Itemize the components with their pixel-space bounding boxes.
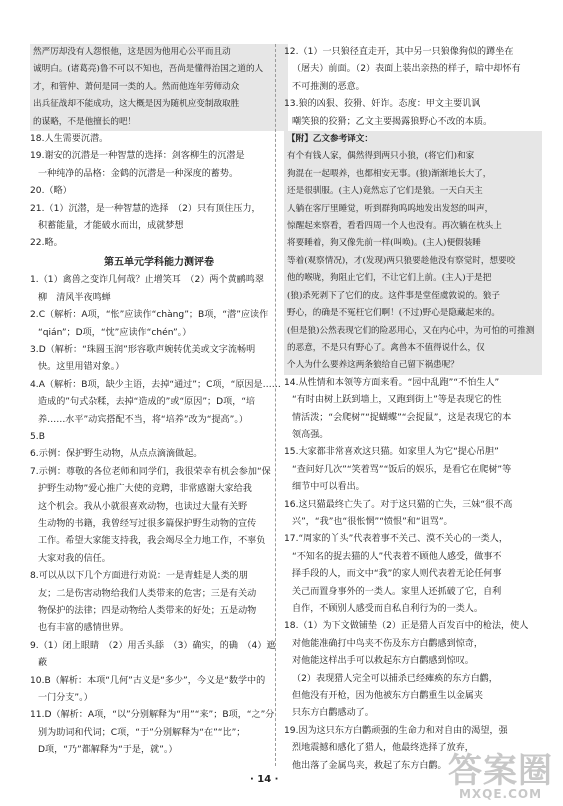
answer-line [30, 638, 288, 655]
answer-line [30, 218, 288, 235]
answer-line [30, 166, 288, 183]
answer-text: 物保护的法律；四是动物给人类带来的好处；五是动物 [38, 606, 257, 616]
text-line: (狼)杀死剥下了它们的皮。这件事是堂侄虞敦说的。狼子 [287, 290, 500, 301]
answer-line [30, 429, 288, 446]
answer-number: 13. [284, 99, 299, 110]
answer-text: 对他能这样出手可以救起东方白鹳感到惊叹。 [292, 656, 474, 667]
answer-text: “qián”；D项，“忱”应读作“chén”。） [38, 327, 192, 338]
answer-text: （1）闭上眼睛 （2）用舌头舔 （3）确实，的确 （4）遮 [38, 640, 276, 651]
answer-line [30, 325, 288, 342]
answer-number: 22. [30, 238, 45, 249]
answer-text: “不知名的捉去猫的人”代表着不顾他人感受，做事不 [292, 551, 502, 562]
answer-text: 别为助词和代词；C项，“于”分别解释为“在”“比”； [38, 727, 246, 738]
text-line: 人躺在客厅里睡觉，听到群狗呜呜地发出发怒的叫声， [287, 203, 494, 214]
answer-line [284, 96, 542, 113]
answer-text: （1）沉潜，是一种智慧的选择 （2）只有顶住压力， [44, 203, 261, 214]
answer-text: B（解析：本项“几何”古义是“多少”，今义是“数学中的 [44, 675, 266, 686]
answer-text: D（解析：A项，“以”分别解释为“用”“来”；B项，“之”分 [44, 710, 275, 721]
answer-line [284, 723, 542, 740]
answer-number: 9. [30, 640, 39, 651]
answer-text: D项，“乃”都解释为“于是，就”。） [38, 745, 178, 756]
answer-line [30, 307, 288, 324]
answer-line [284, 79, 542, 96]
answer-text: 养……水平”动宾搭配不当，将“培养”改为“提高”。） [38, 414, 248, 425]
answer-text: 柳 清风半夜鸣蝉 [38, 292, 111, 303]
answer-text: （1）禽兽之变诈几何哉？止增笑耳 （2）两个黄鹂鸣翠 [38, 275, 264, 286]
text-line: 个人为什么要养这两条狼给自己留下祸患呢？ [287, 360, 459, 371]
answer-number: 6. [30, 449, 39, 460]
answer-line [30, 481, 288, 498]
answer-text: 这个机会。我从小就很喜欢动物，也读过大量有关野 [38, 501, 248, 512]
answer-number: 4. [30, 379, 39, 390]
answer-line [30, 183, 288, 200]
answer-text: 人生需要沉潜。 [44, 134, 109, 145]
answer-line [284, 584, 542, 601]
top-passage [30, 44, 288, 131]
left-column [30, 44, 288, 760]
section-answer-list [30, 272, 288, 759]
answer-text: （2）表现猎人完全可以捕杀已经瘫痪的东方白鹳， [292, 673, 498, 684]
answer-number: 19. [30, 151, 45, 162]
answer-text: 快。这里用错对象。） [38, 362, 125, 373]
answer-text: 一种纯净的品格：金鹤的沉潜是一种深度的蓄势。 [38, 168, 239, 179]
text-line: 惊醒起来察看，看看四周一个人也没有。再次躺在枕头上 [287, 221, 502, 232]
answer-line [284, 410, 542, 427]
text-line: 野心，的确是不冤枉它们啊！(不过)野心是隐藏起来的。 [287, 308, 500, 319]
answer-number: 21. [30, 203, 45, 214]
answer-number: 11. [30, 710, 45, 721]
answer-text: 略。 [44, 238, 63, 249]
answer-text: 只东方白鹳感动了。 [292, 708, 374, 719]
answer-line [30, 342, 288, 359]
answer-text: 烈地震撼和感化了猎人，他最终选择了放弃， [292, 743, 474, 754]
answer-number: 2. [30, 310, 39, 321]
answer-number: 10. [30, 675, 45, 686]
answer-text: 择手段的人，而文中“我”的家人则代表着无论任何事 [292, 569, 502, 580]
answer-line [30, 568, 288, 585]
translation-box [284, 131, 542, 375]
answer-text: “有时由树上跃到墙上，又跑到街上”等是表现它的性 [292, 395, 502, 406]
answer-text: （屠夫）前面。（2）表面上装出亲热的样子，暗中却怀有 [292, 64, 521, 75]
answer-text: （1）一只狼径直走开，其中另一只狼像狗似的蹲坐在 [298, 47, 514, 57]
answer-line [30, 742, 288, 759]
answer-line [284, 618, 542, 635]
answer-line [30, 446, 288, 463]
watermark-text: 答案圈 [448, 751, 553, 791]
answer-line [30, 464, 288, 481]
answer-text: 领高强。 [292, 429, 329, 440]
answer-line [284, 462, 542, 479]
watermark-logo [448, 751, 553, 801]
translation-text [287, 148, 539, 374]
right-column [284, 44, 542, 775]
answer-number: 16. [284, 499, 299, 510]
answer-line [284, 688, 542, 705]
answer-line [284, 549, 542, 566]
answer-text: 一门分支”。） [38, 693, 93, 704]
answer-text: 细节中可以看出。 [292, 482, 365, 493]
text-line: 的恶意，不是只有野心了。禽兽本不值得说什么，仅 [287, 342, 485, 353]
answer-line [284, 375, 542, 392]
answer-line [284, 671, 542, 688]
answer-text: 示例：尊敬的各位老师和同学们，我很荣幸有机会参加“保 [38, 466, 271, 477]
right-answer-list-b [284, 375, 542, 775]
answer-line [30, 235, 288, 252]
answer-number: 15. [284, 447, 299, 458]
answer-line [284, 392, 542, 409]
answer-line [30, 359, 288, 376]
answer-line [30, 394, 288, 411]
text-line: 出兵征战却不能成功，这大概是因为随机应变制敌取胜 [33, 99, 240, 110]
text-line: 还是很驯服。(主人)竟然忘了它们是狼。一天白天主 [287, 186, 483, 197]
section-title: 第五单元学科能力测评卷 [104, 256, 214, 268]
answer-text: 生动物的书籍，我曾经写过很多篇保护野生动物的宣传 [38, 518, 257, 529]
answer-line [30, 516, 288, 533]
answer-line [30, 603, 288, 620]
text-line: 将要睡着，狗又像先前一样(叫唤)。(主人)便假装睡 [287, 238, 481, 249]
answer-text: 自作，不顾别人感受而自私自利行为的一类人。 [292, 604, 483, 614]
answer-text: 但他没有开枪，因为他被东方白鹳重生以金属夹 [292, 691, 483, 702]
text-line: 有个有钱人家，偶然得到两只小狼，(将它们)和家 [287, 151, 475, 162]
answer-line [284, 636, 542, 653]
answer-text: （1）为下文做铺垫（2）正是猎人百发百中的枪法，使人 [298, 621, 529, 632]
answer-line [30, 131, 288, 148]
answer-text: D（解析：“珠圆玉润”形容歌声婉转优美或文字流畅明 [38, 344, 256, 355]
answer-text: 从性情和本领等方面来看。“园中乱跑”“不怕生人” [298, 377, 500, 388]
answer-line [30, 551, 288, 568]
answer-number: 1. [30, 275, 39, 286]
answer-text: 对他能准确打中鸟夹不伤及东方白鹳感到惊奇， [292, 638, 483, 649]
answer-text: 嘲笑狼的狡猾；乙文主要揭露狼野心不改的本质。 [292, 116, 493, 127]
answer-line [284, 444, 542, 461]
text-line: 他的喉咙，狗阻止它们，不让它们上前。(主人)于是把 [287, 273, 492, 284]
answer-number: 7. [30, 466, 39, 477]
page-number: · 14 · [250, 774, 279, 785]
answer-text: （略） [44, 186, 72, 197]
answer-line [284, 497, 542, 514]
answer-text: 他出落了金属鸟夹，救起了东方白鹳。 [292, 760, 447, 771]
answer-line [284, 566, 542, 583]
appendix-label: 【附】乙文参考译文： [287, 134, 373, 145]
answer-number: 20. [30, 186, 45, 197]
answer-line [30, 586, 288, 603]
text-line: 等着(观察情况)，才(发现)两只狼要趁他没有察觉时，想要咬 [287, 255, 516, 266]
answer-line [30, 201, 288, 218]
answer-text: 大家都非常喜欢这只猫。如家里人为它“提心吊胆” [298, 447, 499, 458]
answer-text: 可以从以下几个方面进行劝说：一是青蛙是人类的朋 [38, 571, 248, 582]
answer-line [284, 479, 542, 496]
text-line: 诚明白。(诸葛亮)鲁不可以不知也，吾尚是懂得治国之道的人 [33, 64, 264, 75]
answer-line [284, 531, 542, 548]
answer-text: 谢安的沉潜是一种智慧的选择：剑客柳生的沉潜是 [44, 151, 245, 162]
text-line: 然严厉却没有人怨恨他，这是因为他用心公平而且动 [33, 47, 231, 57]
answer-line [284, 44, 542, 61]
answer-text: 护野生动物”爱心推广大使的竞聘，非常感谢大家给我 [38, 484, 252, 495]
answer-text: A（解析：B项，缺少主语，去掉“通过”；C项，“原因是…… [38, 379, 281, 390]
answer-text: 也有丰富的感情世界。 [38, 623, 129, 634]
answer-text: 狼的凶狠、狡猾、奸诈。态度：甲文主要讥讽 [298, 99, 481, 110]
answer-line [30, 377, 288, 394]
answer-text: 工作。希望大家能支持我，我会竭尽全力地工作，不辜负 [38, 536, 266, 547]
answer-line [30, 148, 288, 165]
answer-line [30, 412, 288, 429]
answer-text: C（解析：A项，“怅”应读作“chàng”；B项，“潜”应读作 [38, 310, 269, 321]
answer-text: 友；二是伤害动物给我们人类带来的危害；三是有关动 [38, 588, 257, 599]
text-line: 的谋略，不是他擅长的吧！ [33, 116, 137, 127]
answer-line [284, 427, 542, 444]
answer-line [30, 690, 288, 707]
answer-line [284, 601, 542, 618]
answer-line [30, 707, 288, 724]
watermark-domain: MXQE.COM [458, 787, 543, 801]
text-line: 狗混在一起喂养，也都相安无事。(狼)渐渐地长大了， [287, 168, 492, 179]
answer-text: 情活泼；“会爬树”“捉蝴蝶”“会捉鼠”，这是表现它的本 [292, 412, 512, 423]
answer-line [30, 725, 288, 742]
answer-line [30, 533, 288, 550]
answer-line [30, 290, 288, 307]
answer-number: 18. [284, 621, 299, 632]
answer-text: 这只猫最终亡失了。对于这只猫的亡失，三妹“很不高 [298, 499, 513, 510]
answer-number: 19. [284, 725, 299, 736]
text-line: (但是狼)公然表现它们的险恶用心，又在内心中，为可怕的可推测 [287, 325, 535, 336]
answer-text: 大家对我的信任。 [38, 553, 111, 564]
answer-line [30, 499, 288, 516]
column-divider [275, 44, 276, 766]
left-answer-list [30, 131, 288, 253]
answer-text: 兴”，“我”也“很怅惘”“愤恨”和“诅骂”。 [292, 516, 453, 527]
answer-text: 示例：保护野生动物，从点点滴滴做起。 [38, 449, 203, 460]
answer-line [30, 673, 288, 690]
answer-number: 12. [284, 47, 299, 57]
answer-text: 关己而置身事外的一类人。家里人还抓破了它，自利 [292, 586, 502, 597]
answer-line [30, 272, 288, 289]
answer-line [284, 61, 542, 78]
answer-number: 5. [30, 431, 39, 442]
answer-text: 蔽 [38, 658, 48, 669]
answer-number: 17. [284, 534, 299, 545]
answer-number: 14. [284, 377, 299, 388]
answer-text: “查问好几次”“笑着骂”“饭后的娱乐，是看它在爬树”等 [292, 464, 512, 475]
answer-text: B [38, 431, 45, 442]
answer-number: 3. [30, 344, 39, 355]
answer-line [284, 653, 542, 670]
answer-number: 18. [30, 134, 45, 145]
answer-line [284, 514, 542, 531]
answer-number: 8. [30, 571, 39, 582]
answer-line [284, 705, 542, 722]
answer-text: 造成的”句式杂糅，去掉“造成的”或“原因”；D项，“培 [38, 397, 256, 408]
right-answer-list-a [284, 44, 542, 131]
answer-line [30, 655, 288, 672]
text-line: 才，和管仲、萧何是同一类的人。然而他连年劳师动众 [33, 81, 240, 92]
answer-text: 积蓄能量，才能破水而出，成就梦想 [38, 221, 184, 232]
answer-line [284, 114, 542, 131]
answer-line [30, 620, 288, 637]
answer-text: “周家的丫头”代表着事不关己、漠不关心的一类人， [298, 534, 508, 545]
answer-text: 因为这只东方白鹳顽强的生命力和对自由的渴望，强 [298, 725, 508, 736]
answer-text: 不可推测的恶意。 [292, 81, 365, 92]
